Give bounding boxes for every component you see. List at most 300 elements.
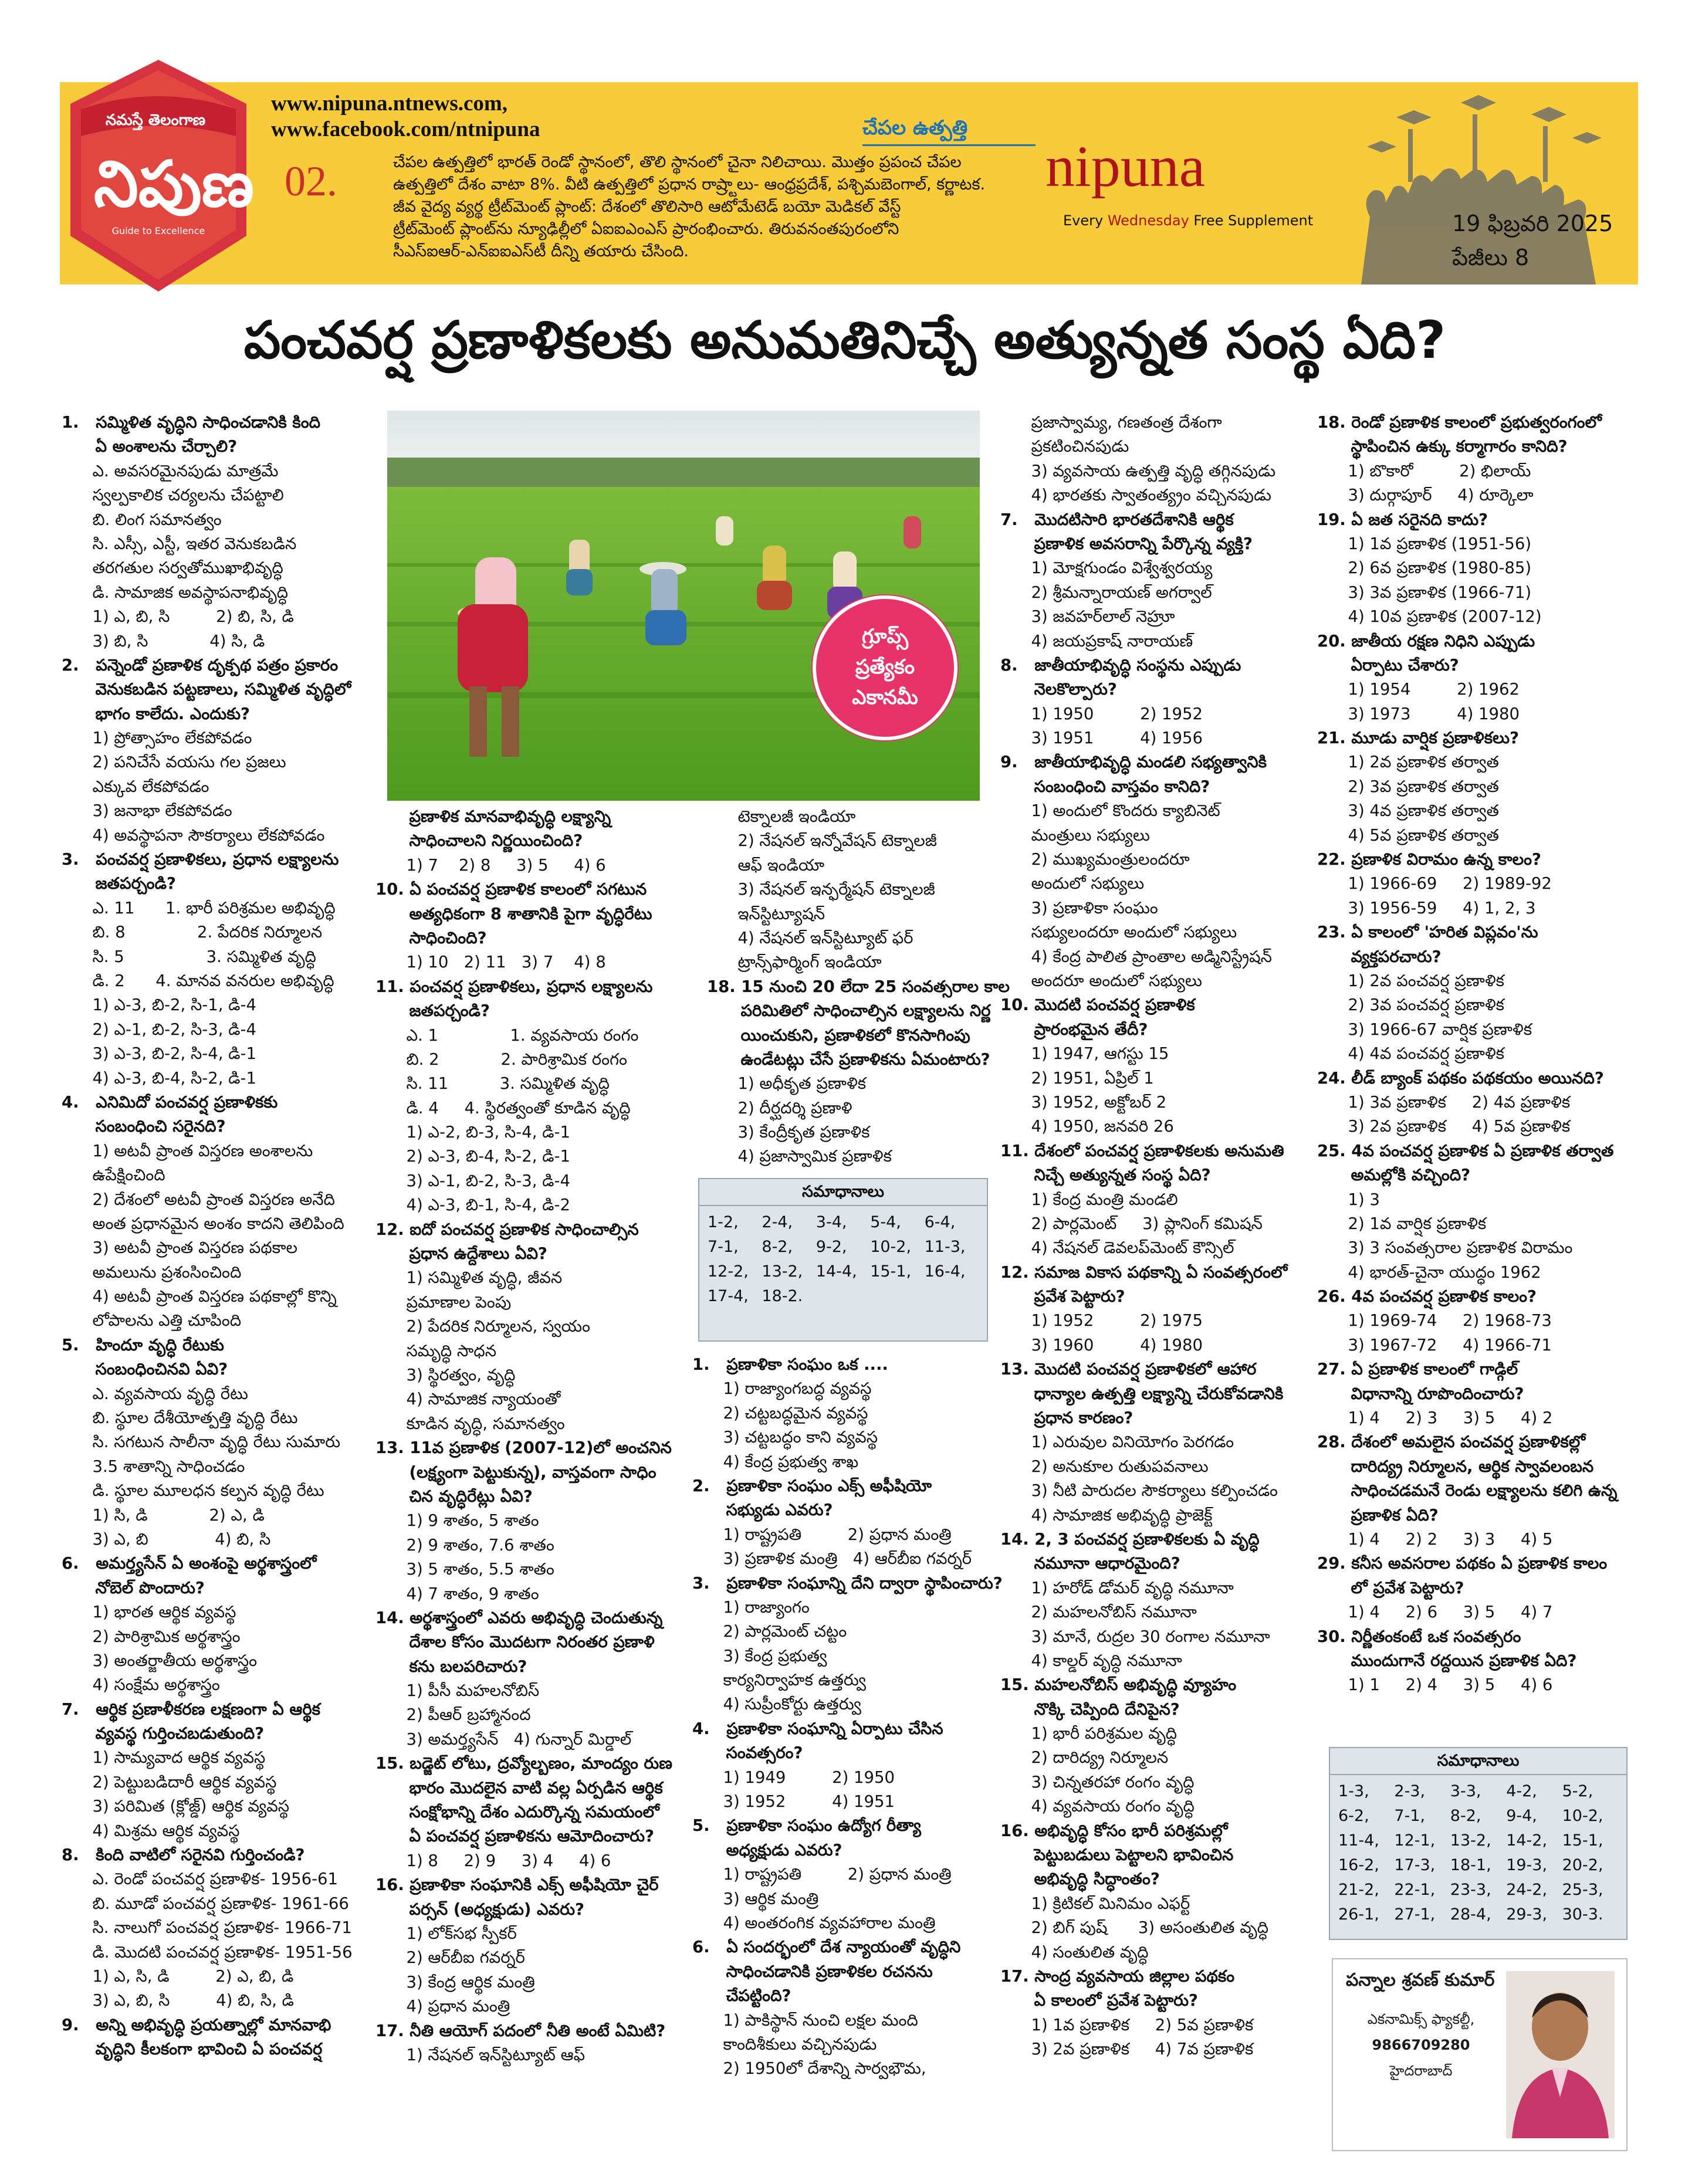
answer-item: 11-3, — [924, 1238, 966, 1256]
option-line: టెక్నాలజీ ఇండియా — [707, 807, 856, 826]
option-line: బి. స్థూల దేశీయోత్పత్తి వృద్ధి రేటు — [62, 1408, 298, 1428]
question-line: 16. అభివృద్ధి కోసం భారీ పరిశ్రమల్లో — [1000, 1821, 1228, 1840]
question-line: విధానాన్ని రూపొందించారు? — [1317, 1384, 1524, 1403]
answer-item: 17-3, — [1394, 1856, 1436, 1874]
questions-column-4 — [1000, 411, 1329, 2062]
option-line: 1) 1950 2) 1952 — [1000, 704, 1203, 723]
answer-item: 15-1, — [870, 1262, 912, 1281]
question-line: అమల్లోకి వచ్చింది? — [1317, 1166, 1471, 1185]
question-line: కను బలపరిచారు? — [375, 1657, 527, 1676]
answer-grid — [1330, 1775, 1626, 1931]
question-line: సాధించాలని నిర్ణయించింది? — [375, 831, 583, 851]
option-line: 1) 1వ ప్రణాళిక (1951-56) — [1317, 534, 1532, 553]
question-line: వ్యవస్థ గుర్తించబడుతుంది? — [62, 1724, 265, 1743]
answer-item: 11-4, — [1338, 1831, 1379, 1850]
page-number: 02. — [285, 158, 337, 205]
answer-item: 10-2, — [870, 1238, 912, 1256]
option-line: సి. ఎస్సీ, ఎస్టీ, ఇతర వెనుకబడిన — [62, 534, 297, 553]
option-line: 4) ఎ-3, బి-4, సి-2, డి-1 — [62, 1068, 256, 1088]
option-line: 1) 1966-69 2) 1989-92 — [1317, 874, 1552, 893]
option-line: స్వల్పకాలిక చర్యలను చేపట్టాలి — [62, 486, 284, 505]
option-line: లోపాలను ఎత్తి చూపింది — [62, 1311, 242, 1330]
option-line: 2) దారిద్య్ర నిర్మూలన — [1000, 1748, 1169, 1767]
question-line: పెట్టుబడులు పెట్టాలని భావించిన — [1000, 1846, 1234, 1865]
question-line: భాగం కాలేదు. ఎందుకు? — [62, 704, 251, 723]
option-line: సి. నాలుగో పంచవర్ష ప్రణాళిక- 1966-71 — [62, 1918, 352, 1938]
author-role: ఎకనామిక్స్ ఫ్యాకల్టీ, — [1367, 2011, 1475, 2027]
question-line: సంబంధించినవి ఏవి? — [62, 1360, 228, 1379]
option-line: ప్రమాణాల పెంపు — [375, 1292, 512, 1312]
logo-tagline: నమస్తే తెలంగాణ — [105, 111, 206, 129]
question-line: పరిమితిలో సాధించాల్సిన లక్ష్యాలను నిర్ణ — [707, 1001, 991, 1021]
question-line: ధాన్యాల ఉత్పత్తి లక్ష్యాన్ని చేరుకోవడానికి — [1000, 1384, 1284, 1403]
badge-line: ప్రత్యేకం — [855, 655, 915, 679]
option-line: 3) ఎ, బి, సి 4) బి, సి, డి — [62, 1991, 294, 2010]
answer-item: 14-4, — [816, 1262, 857, 1281]
option-line: ప్రకటించినపుడు — [1000, 437, 1129, 456]
question-line: 9. అన్ని అభివృద్ధి ప్రయత్నాల్లో మానవాభి — [62, 2015, 331, 2034]
question-line: 14. అర్థశాస్త్రంలో ఎవరు అభివృద్ధి చెందుతున్న — [375, 1608, 663, 1627]
option-line: డి. 2 4. మానవ వనరుల అభివృద్ధి — [62, 971, 334, 990]
fact-line: చేపల ఉత్పత్తిలో భారత్ రెండో స్థానంలో, తొలి స్థానంలో చైనా నిలిచాయి. మొత్తం ప్రపంచ చేపల — [393, 153, 962, 171]
option-line: 2) ఎ-1, బి-2, సి-3, డి-4 — [62, 1020, 256, 1039]
question-line: ఏర్పాటు చేశారు? — [1317, 655, 1459, 675]
option-line: 4) సంక్షేమ అర్థశాస్త్రం — [62, 1675, 220, 1695]
option-line: 1) 9 శాతం, 5 శాతం — [375, 1511, 539, 1531]
option-line: 3) దుర్గాపూర్ 4) రూర్కెలా — [1317, 486, 1534, 505]
question-line: చిన వృద్ధిరేట్లు ఏవి? — [375, 1487, 533, 1506]
option-line: 3) చట్టబద్ధం కాని వ్యవస్థ — [692, 1428, 878, 1447]
answer-key-title: సమాధానాలు — [699, 1179, 987, 1206]
option-line: 4) కేంద్ర ప్రభుత్వ శాఖ — [692, 1452, 859, 1471]
question-line: 22. ప్రణాళిక విరామం ఉన్న కాలం? — [1317, 850, 1541, 869]
question-line: 3. ప్రణాళికా సంఘాన్ని దేని ద్వారా స్థాపించారు? — [692, 1573, 1003, 1593]
answer-item: 23-3, — [1450, 1881, 1491, 1899]
option-line: 4) భారత్-చైనా యుద్ధం 1962 — [1317, 1262, 1541, 1282]
answer-item: 25-3, — [1562, 1881, 1603, 1899]
option-line: తరగతుల సర్వతోముఖాభివృద్ధి — [62, 558, 283, 578]
option-line: 4) ప్రధాన మంత్రి — [375, 1997, 510, 2016]
question-line: 5. హిందూ వృద్ధి రేటుకు — [62, 1335, 224, 1355]
question-line: 2. పన్నెండో ప్రణాళిక దృక్పథ పత్రం ప్రకారం — [62, 655, 339, 675]
answer-item: 26-1, — [1338, 1905, 1379, 1924]
option-line: 3) స్థిరత్వం, వృద్ధి — [375, 1365, 516, 1384]
question-line: దేశాల కోసం మొదటగా నిరంతర ప్రణాళి — [375, 1633, 655, 1652]
question-line: వ్యక్తపరచారు? — [1317, 947, 1442, 966]
answer-item: 30-3. — [1562, 1905, 1603, 1924]
option-line: 1) బొకారో 2) భిలాయ్ — [1317, 461, 1531, 480]
question-line: నోబెల్ పొందారు? — [62, 1578, 205, 1597]
option-line: 3) 1973 4) 1980 — [1317, 704, 1520, 723]
option-line: 1) 8 2) 9 3) 4 4) 6 — [375, 1851, 611, 1870]
question-line: లో ప్రవేశ పెట్టారు? — [1317, 1578, 1464, 1597]
answer-item: 3-4, — [816, 1213, 847, 1231]
question-line: 8. జాతీయాభివృద్ధి సంస్థను ఎప్పుడు — [1000, 655, 1241, 675]
question-line: భారం మొదలైన వాటి వల్ల ఏర్పడిన ఆర్థిక — [375, 1778, 663, 1797]
question-line: అభివృద్ధి సిద్ధాంతం? — [1000, 1870, 1160, 1889]
answer-item: 20-2, — [1562, 1856, 1603, 1874]
option-line: 3) ఎ-1, బి-2, సి-3, డి-4 — [375, 1171, 570, 1190]
option-line: 3) ప్రణాళిక మంత్రి 4) ఆర్‌బీఐ గవర్నర్ — [692, 1549, 972, 1569]
option-line: 2) పెట్టుబడిదారీ ఆర్థిక వ్యవస్థ — [62, 1772, 277, 1792]
question-line: 27. ఏ ప్రణాళిక కాలంలో గాడ్గిల్ — [1317, 1360, 1518, 1379]
option-line: 3) 5 శాతం, 5.5 శాతం — [375, 1560, 554, 1579]
question-line: ప్రారంభమైన తేదీ? — [1000, 1020, 1148, 1039]
question-line: వెనుకబడిన పట్టణాలు, సమ్మిళిత వృద్ధిలో — [62, 680, 351, 699]
option-line: 3) ఎ, బి 4) బి, సి — [62, 1529, 271, 1549]
answer-item: 6-2, — [1338, 1807, 1369, 1825]
option-line: 1) అటవీ ప్రాంత విస్తరణ అంశాలను — [62, 1141, 313, 1160]
option-line: 1) ఎరువుల వినియోగం పెరగడం — [1000, 1433, 1234, 1452]
option-line: 2) బిగ్ పుష్ 3) అసంతులిత వృద్ధి — [1000, 1918, 1269, 1938]
answer-item: 1-3, — [1338, 1782, 1369, 1800]
answer-item: 24-2, — [1506, 1881, 1548, 1899]
question-line: 6. అమర్త్యసేన్ ఏ అంశంపై అర్థశాస్త్రంలో — [62, 1554, 317, 1573]
option-line: 4) మిశ్రమ ఆర్థిక వ్యవస్థ — [62, 1821, 240, 1840]
answer-item: 22-1, — [1394, 1881, 1436, 1899]
option-line: 2) పారిశ్రామిక అర్థశాస్త్రం — [62, 1627, 241, 1646]
option-line: ట్రాన్స్‌ఫార్మింగ్ ఇండియా — [707, 953, 882, 972]
option-line: 2) చట్టబద్ధమైన వ్యవస్థ — [692, 1403, 868, 1423]
option-line: ఉపేక్షించింది — [62, 1166, 165, 1185]
option-line: 4) సామాజిక న్యాయంతో — [375, 1390, 561, 1409]
option-line: 4) వ్యవసాయ రంగం వృద్ధి — [1000, 1797, 1195, 1816]
fact-box-body — [393, 151, 1030, 263]
option-line: 4) 5వ ప్రణాళిక తర్వాత — [1317, 825, 1499, 845]
option-line: 4) కాల్డర్ వృద్ధి నమూనా — [1000, 1651, 1182, 1670]
logo-title: నిపుణ — [94, 148, 254, 221]
fact-line: ట్రీట్‌మెంట్ ప్లాంట్‌ను న్యూఢిల్లీలో ఏఐఐఎంఎస్ ప్రారంభించారు. తిరువనంతపురంలోని — [393, 220, 899, 238]
option-line: 2) 3వ ప్రణాళిక తర్వాత — [1317, 777, 1499, 796]
fact-line: జీవ వైద్య వ్యర్థ ట్రీట్‌మెంట్ ప్లాంట్: దేశంలో తొలిసారి ఆటోమేటెడ్ బయో మెడికల్ వేస్ట్ — [393, 198, 901, 216]
question-line: సాధించింది? — [375, 928, 487, 947]
option-line: 1) 1వ ప్రణాళిక 2) 5వ ప్రణాళిక — [1000, 2015, 1254, 2034]
question-line: 10. మొదటి పంచవర్ష ప్రణాళిక — [1000, 996, 1195, 1015]
answer-item: 9-2, — [816, 1238, 847, 1256]
fact-line: సీఎస్ఐఆర్-ఎన్ఐఐఎస్‌టీ దీన్ని తయారు చేసింది. — [393, 242, 689, 260]
option-line: సి. 11 3. సమ్మిళిత వృద్ధి — [375, 1074, 610, 1093]
option-line: 2) 1951, ఏప్రిల్ 1 — [1000, 1068, 1154, 1088]
option-line: 3) నీటి పారుదల సౌకర్యాలు కల్పించడం — [1000, 1481, 1278, 1501]
option-line: 1) సమ్మిళిత వృద్ధి, జీవన — [375, 1268, 563, 1288]
option-line: 1) పీసీ మహలనోబిస్ — [375, 1681, 540, 1701]
question-line: జతపర్చండి? — [62, 874, 176, 893]
option-line: కాందిశీకులు వచ్చినపుడు — [692, 2034, 877, 2054]
option-line: 4) సుప్రీంకోర్టు ఉత్తర్వు — [692, 1695, 861, 1714]
option-line: సమృద్ధి సాధన — [375, 1341, 497, 1360]
option-line: 3) నేషనల్ ఇన్ఫర్మేషన్ టెక్నాలజీ — [707, 880, 935, 899]
option-line: 2) 3వ పంచవర్ష ప్రణాళిక — [1317, 996, 1505, 1015]
option-line: 3) 1960 4) 1980 — [1000, 1335, 1203, 1355]
question-line: సభ్యుడు ఎవరు? — [692, 1501, 833, 1520]
questions-column-1 — [62, 411, 378, 2062]
option-line: ఎ. 11 1. భారీ పరిశ్రమల అభివృద్ధి — [62, 898, 336, 917]
question-line: 3. పంచవర్ష ప్రణాళికలు, ప్రధాన లక్ష్యాలను — [62, 850, 339, 869]
option-line: 1) రాష్ట్రపతి 2) ప్రధాన మంత్రి — [692, 1865, 952, 1884]
question-line: అధ్యక్షుడు ఎవరు? — [692, 1840, 842, 1860]
question-line: సంక్షోభాన్ని దేశం ఎదుర్కొన్న సమయంలో — [375, 1803, 659, 1822]
questions-column-2 — [375, 805, 704, 2067]
facebook-link[interactable]: www.facebook.com/ntnipuna — [271, 117, 540, 141]
option-line: 1) భారత ఆర్థిక వ్యవస్థ — [62, 1603, 236, 1622]
author-name: పన్నాల శ్రవణ్ కుమార్ — [1346, 1970, 1495, 1990]
question-line: 11. దేశంలో పంచవర్ష ప్రణాళికలకు అనుమతి — [1000, 1141, 1284, 1160]
option-line: 2) 1950లో దేశాన్ని సార్వభౌమ, — [692, 2059, 926, 2078]
answer-item: 9-4, — [1506, 1807, 1537, 1825]
option-line: ప్రజాస్వామ్య, గణతంత్ర దేశంగా — [1000, 413, 1222, 432]
question-line: 8. కింది వాటిలో సరైనవి గుర్తించండి? — [62, 1846, 305, 1865]
answer-item: 13-2, — [762, 1262, 803, 1281]
option-line: కూడిన వృద్ధి, సమానత్వం — [375, 1414, 565, 1433]
question-line: 13. మొదటి పంచవర్ష ప్రణాళికలో ఆహార — [1000, 1360, 1257, 1379]
question-line: 14. 2, 3 పంచవర్ష ప్రణాళికలకు ఏ వృద్ధి — [1000, 1529, 1260, 1549]
option-line: బి. 8 2. పేదరిక నిర్మూలన — [62, 923, 323, 942]
option-line: బి. లింగ సమానత్వం — [62, 510, 222, 529]
answer-item: 27-1, — [1394, 1905, 1436, 1924]
option-line: 4) 4వ పంచవర్ష ప్రణాళిక — [1317, 1044, 1505, 1064]
question-line: 13. 11వ ప్రణాళిక (2007-12)లో అంచనిన — [375, 1438, 672, 1458]
option-line: 3) బి, సి 4) సి, డి — [62, 631, 265, 651]
question-line: 23. ఏ కాలంలో 'హరిత విప్లవం'ను — [1317, 923, 1538, 942]
question-line: 4. ప్రణాళికా సంఘాన్ని ఏర్పాటు చేసిన — [692, 1719, 943, 1738]
question-line: ప్రధాన కారణం? — [1000, 1408, 1134, 1428]
option-line: 2) దేశంలో అటవీ ప్రాంత విస్తరణ అనేది — [62, 1190, 335, 1209]
option-line: 1) ఎ, సి, డి 2) ఎ, బి, డి — [62, 1967, 294, 1986]
option-line: 4) అవస్థాపనా సౌకర్యాలు లేకపోవడం — [62, 825, 325, 845]
author-phone: 9866709280 — [1372, 2037, 1470, 2053]
question-line: సంబంధించి వాస్తవం కానిది? — [1000, 777, 1210, 796]
option-line: 3) 3వ ప్రణాళిక (1966-71) — [1317, 583, 1532, 602]
option-line: 3) 1966-67 వార్షిక ప్రణాళిక — [1317, 1020, 1532, 1039]
option-line: 3) 1956-59 4) 1, 2, 3 — [1317, 898, 1536, 917]
question-line: 18. 15 నుంచి 20 లేదా 25 సంవత్సరాల కాల — [707, 977, 1010, 996]
option-line: 3) వ్యవసాయ ఉత్పత్తి వృద్ధి తగ్గినపుడు — [1000, 461, 1275, 480]
option-line: డి. 4 4. స్థిరత్వంతో కూడిన వృద్ధి — [375, 1098, 631, 1118]
option-line: 1) 1969-74 2) 1968-73 — [1317, 1311, 1552, 1330]
author-card — [1332, 1958, 1628, 2151]
option-line: 3) 2వ ప్రణాళిక 4) 5వ ప్రణాళిక — [1317, 1117, 1571, 1136]
option-line: 3) 1951 4) 1956 — [1000, 729, 1203, 748]
option-line: 1) 1954 2) 1962 — [1317, 680, 1520, 699]
option-line: 1) సి, డి 2) ఎ, డి — [62, 1505, 265, 1525]
option-line: 3) మానే, రుద్రల 30 రంగాల నమూనా — [1000, 1627, 1270, 1646]
question-line: 17. నీతి ఆయోగ్ పదంలో నీతి అంటే ఏమిటి? — [375, 2021, 666, 2040]
section-badge — [813, 595, 957, 740]
option-line: 3) జనాభా లేకపోవడం — [62, 801, 232, 821]
question-line: 28. దేశంలో అమలైన పంచవర్ష ప్రణాళికల్లో — [1317, 1433, 1586, 1452]
option-line: 1) 3 — [1317, 1190, 1380, 1209]
answer-item: 8-2, — [762, 1238, 793, 1256]
option-line: 3) పరిమిత (క్లోజ్డ్) ఆర్థిక వ్యవస్థ — [62, 1797, 290, 1816]
question-line: ఉండేటట్లు చేసే ప్రణాళికను ఏమంటారు? — [707, 1049, 990, 1069]
option-line: 3) ప్రణాళికా సంఘం — [1000, 898, 1158, 917]
option-line: 1) 4 2) 2 3) 3 4) 5 — [1317, 1529, 1553, 1549]
answer-key-1 — [698, 1178, 988, 1342]
option-line: అందరూ అందులో సభ్యులు — [1000, 971, 1202, 990]
answer-key-2 — [1329, 1747, 1628, 1940]
option-line: 2) పీఆర్ బ్రహ్మానంద — [375, 1705, 531, 1725]
option-line: ఎ. అవసరమైనపుడు మాత్రమే — [62, 461, 279, 480]
answer-key-title: సమాధానాలు — [1330, 1748, 1626, 1775]
option-line: 2) పార్లమెంట్ 3) ప్లానింగ్ కమిషన్ — [1000, 1214, 1263, 1233]
option-line: 4) ఎ-3, బి-1, సి-4, డి-2 — [375, 1196, 570, 1215]
option-line: 3) కేంద్ర ఆర్థిక మంత్రి — [375, 1972, 535, 1992]
question-line: సాధించడమనే రెండు లక్ష్యాలను కలిగి ఉన్న — [1317, 1481, 1618, 1501]
option-line: 1) 1 2) 4 3) 5 4) 6 — [1317, 1675, 1553, 1695]
question-line: 29. కనీస అవసరాల పథకం ఏ ప్రణాళిక కాలం — [1317, 1554, 1608, 1573]
question-line: సంబంధించి సరైనది? — [62, 1117, 226, 1136]
question-line: ఏ కాలంలో ప్రవేశ పెట్టారు? — [1000, 1991, 1198, 2010]
option-line: 4) నేషనల్ డెవలప్‌మెంట్ కౌన్సిల్ — [1000, 1238, 1234, 1258]
option-line: 1) 4 2) 3 3) 5 4) 2 — [1317, 1408, 1553, 1428]
option-line: 4) 10వ ప్రణాళిక (2007-12) — [1317, 607, 1542, 627]
option-line: 2) ముఖ్యమంత్రులందరూ — [1000, 850, 1190, 869]
question-line: 24. లీడ్ బ్యాంక్ పథకం పథకయం అయినది? — [1317, 1068, 1604, 1088]
option-line: 4) భారతకు స్వాతంత్య్రం వచ్చినపుడు — [1000, 486, 1271, 505]
badge-line: గ్రూప్స్ — [861, 625, 909, 648]
answer-item: 5-4, — [870, 1213, 901, 1231]
option-line: 3) 1967-72 4) 1966-71 — [1317, 1335, 1552, 1355]
question-line: యించుకుని, ప్రణాళికలో కొనసాగింపు — [707, 1025, 970, 1045]
answer-item: 17-4, — [708, 1287, 749, 1305]
question-line: 18. రెండో ప్రణాళిక కాలంలో ప్రభుత్వరంగంలో — [1317, 413, 1602, 432]
option-line: డి. సామాజిక అవస్థాపనాభివృద్ధి — [62, 583, 289, 602]
option-line: 1) 2వ పంచవర్ష ప్రణాళిక — [1317, 971, 1505, 990]
option-line: 1) నేషనల్ ఇన్‌స్టిట్యూట్ ఆఫ్ — [375, 2045, 586, 2064]
option-line: 1) ఎ-2, బి-3, సి-4, డి-1 — [375, 1123, 570, 1142]
option-line: 1) 10 2) 11 3) 7 4) 8 — [375, 953, 606, 972]
question-line: ప్రణాళిక మానవాభివృద్ధి లక్ష్యాన్ని — [375, 807, 611, 826]
question-line: ముందుగానే రద్దయిన ప్రణాళిక ఏది? — [1317, 1651, 1577, 1670]
option-line: 3) అమర్త్యసేన్ 4) గున్నార్ మిర్డాల్ — [375, 1729, 632, 1749]
option-line: 3.5 శాతాన్ని సాధించడం — [62, 1457, 245, 1476]
question-line: దారిద్య్ర నిర్మూలన, ఆర్థిక స్వావలంబన — [1317, 1457, 1594, 1476]
option-line: 1) అందులో కొందరు క్యాబినెట్ — [1000, 801, 1220, 821]
answer-item: 5-2, — [1562, 1782, 1593, 1800]
option-line: 4) సామాజిక అభివృద్ధి ప్రాజెక్ట్ — [1000, 1505, 1213, 1525]
question-line: నొక్కి చెప్పింది దేనిపైన? — [1000, 1699, 1180, 1719]
badge-line: ఎకానమీ — [852, 686, 918, 709]
answer-item: 14-2, — [1506, 1831, 1548, 1850]
question-line: ప్రణాళిక అవసరాన్ని పేర్కొన్న వ్యక్తి? — [1000, 534, 1253, 553]
question-line: 7. మొదటిసారి భారతదేశానికి ఆర్థిక — [1000, 510, 1234, 529]
option-line: 2) 1వ వార్షిక ప్రణాళిక — [1317, 1214, 1487, 1233]
fact-box-rule — [862, 144, 1036, 146]
option-line: 1) ప్రోత్సాహం లేకపోవడం — [62, 729, 252, 748]
option-line: ఎ. వ్యవసాయ వృద్ధి రేటు — [62, 1384, 248, 1403]
answer-item: 10-2, — [1562, 1807, 1603, 1825]
option-line: 4) అంతరంగిక వ్యవహారాల మంత్రి — [692, 1913, 936, 1932]
option-line: 1) పాకిస్థాన్ నుంచి లక్షల మంది — [692, 2010, 918, 2030]
logo-guide: Guide to Excellence — [111, 225, 205, 236]
option-line: 4) కేంద్ర పాలిత ప్రాంతాల అడ్మినిస్ట్రేషన్ — [1000, 947, 1272, 966]
answer-item: 12-2, — [708, 1262, 749, 1281]
option-line: 4) 7 శాతం, 9 శాతం — [375, 1584, 539, 1603]
option-line: 1) ఎ-3, బి-2, సి-1, డి-4 — [62, 996, 256, 1015]
brand-name: nipuna — [1045, 134, 1206, 199]
question-line: 1. ప్రణాళికా సంఘం ఒక .... — [692, 1355, 888, 1374]
question-line: నిచ్చే అత్యున్నత సంస్థ ఏది? — [1000, 1166, 1211, 1185]
brand-subtitle: Every Wednesday Free Supplement — [1063, 212, 1314, 229]
option-line: బి. మూడో పంచవర్ష ప్రణాళిక- 1961-66 — [62, 1894, 349, 1913]
question-line: 6. ఏ సందర్భంలో దేశ న్యాయంతో వృద్ధిని — [692, 1938, 961, 1957]
masthead-urls — [271, 91, 540, 143]
nipuna-logo — [70, 60, 254, 292]
answer-item: 1-2, — [708, 1213, 739, 1231]
option-line: 1) కేంద్ర మంత్రి మండలి — [1000, 1190, 1178, 1209]
question-line: 20. జాతీయ రక్షణ నిధిని ఎప్పుడు — [1317, 631, 1535, 651]
option-line: 1) హరోడ్ డోమర్ వృద్ధి నమూనా — [1000, 1578, 1234, 1597]
option-line: బి. 2 2. పారిశ్రామిక రంగం — [375, 1049, 627, 1069]
question-line: ఏ అంశాలను చేర్చాలి? — [62, 437, 238, 456]
question-line: నెలకొల్పారు? — [1000, 680, 1117, 699]
answer-item: 18-2. — [762, 1287, 803, 1305]
pages-count: పేజీలు 8 — [1452, 245, 1530, 270]
question-line: 25. 4వ పంచవర్ష ప్రణాళిక ఏ ప్రణాళిక తర్వాత — [1317, 1141, 1614, 1160]
question-line: 10. ఏ పంచవర్ష ప్రణాళిక కాలంలో సగటున — [375, 880, 647, 899]
option-line: అమలును ప్రశంసించింది — [62, 1262, 242, 1282]
question-line: 15. బడ్జెట్ లోటు, ద్రవ్యోల్బణం, మాంద్యం రుణ — [375, 1754, 672, 1773]
option-line: ఎ. రెండో పంచవర్ష ప్రణాళిక- 1956-61 — [62, 1870, 339, 1889]
answer-item: 18-1, — [1450, 1856, 1491, 1874]
option-line: ఆఫ్ ఇండియా — [707, 855, 825, 875]
option-line: 1) లోక్‌సభ స్పీకర్ — [375, 1924, 517, 1943]
option-line: 1) అధీకృత ప్రణాళిక — [707, 1074, 867, 1093]
answer-item: 16-4, — [924, 1262, 966, 1281]
option-line: 4) ప్రజాస్వామిక ప్రణాళిక — [707, 1147, 892, 1166]
answer-item: 2-4, — [762, 1213, 793, 1231]
question-line: 2. ప్రణాళికా సంఘం ఎక్స్ అఫీషియో — [692, 1476, 932, 1495]
question-line: 16. ప్రణాళికా సంఘానికి ఎక్స్ అఫీషియో చైర్ — [375, 1875, 659, 1895]
option-line: 1) క్రిటికల్ మినిమం ఎఫర్ట్ — [1000, 1894, 1190, 1913]
answer-item: 28-4, — [1450, 1905, 1491, 1924]
option-line: 1) 2వ ప్రణాళిక తర్వాత — [1317, 753, 1499, 772]
option-line: 2) దీర్ఘదర్శి ప్రణాళి — [707, 1098, 852, 1118]
option-line: 1) 7 2) 8 3) 5 4) 6 — [375, 855, 606, 875]
answer-item: 16-2, — [1338, 1856, 1379, 1874]
question-line: 26. 4వ పంచవర్ష ప్రణాళిక కాలం? — [1317, 1287, 1537, 1306]
question-line: వృద్ధిని కీలకంగా భావించి ఏ పంచవర్ష — [62, 2040, 323, 2059]
option-line: 3) చిన్నతరహా రంగం వృద్ధి — [1000, 1772, 1195, 1792]
answer-grid — [699, 1206, 987, 1313]
option-line: ఇన్‌స్టిట్యూషన్ — [707, 904, 825, 923]
option-line: 3) ఎ-3, బి-2, సి-4, డి-1 — [62, 1044, 256, 1064]
answer-item: 29-3, — [1506, 1905, 1548, 1924]
date-text: 19 ఫిబ్రవరి 2025 — [1452, 211, 1613, 236]
option-line: 2) ఆర్‌బీఐ గవర్నర్ — [375, 1948, 525, 1968]
answer-item: 21-2, — [1338, 1881, 1379, 1899]
option-line: 2) పార్లమెంట్ చట్టం — [692, 1622, 847, 1641]
question-line: జతపర్చండి? — [375, 1001, 490, 1021]
option-line: 2) మహలనోబిస్ నమూనా — [1000, 1603, 1197, 1622]
option-line: 3) కేంద్ర ప్రభుత్వ — [692, 1646, 827, 1665]
option-line: 3) 4వ ప్రణాళిక తర్వాత — [1317, 801, 1499, 821]
option-line: 3) జవహర్‌లాల్ నెహ్రూ — [1000, 607, 1175, 627]
option-line: 1) 1947, ఆగస్టు 15 — [1000, 1044, 1169, 1064]
option-line: 3) 1952, అక్టోబర్ 2 — [1000, 1092, 1167, 1112]
answer-item: 15-1, — [1562, 1831, 1603, 1850]
option-line: డి. స్థూల మూలధన కల్పన వృద్ధి రేటు — [62, 1481, 324, 1501]
question-line: 9. జాతీయాభివృద్ధి మండలి సభ్యత్వానికి — [1000, 753, 1267, 772]
website-link[interactable]: www.nipuna.ntnews.com, — [271, 92, 507, 116]
option-line: 4) జయప్రకాష్ నారాయణ్ — [1000, 631, 1193, 651]
option-line: 3) కేంద్రీకృత ప్రణాళిక — [707, 1123, 870, 1142]
question-line: 15. మహలనోబిస్ అభివృద్ధి వ్యూహం — [1000, 1675, 1237, 1695]
option-line: 1) మోక్షగుండం విశ్వేశ్వరయ్య — [1000, 558, 1213, 578]
question-line: ప్రవేశ పెట్టారు? — [1000, 1287, 1125, 1306]
question-line: 12. సమాజ వికాస పథకాన్ని ఏ సంవత్సరంలో — [1000, 1262, 1288, 1282]
option-line: 2) అనుకూల రుతుపవనాలు — [1000, 1457, 1209, 1476]
